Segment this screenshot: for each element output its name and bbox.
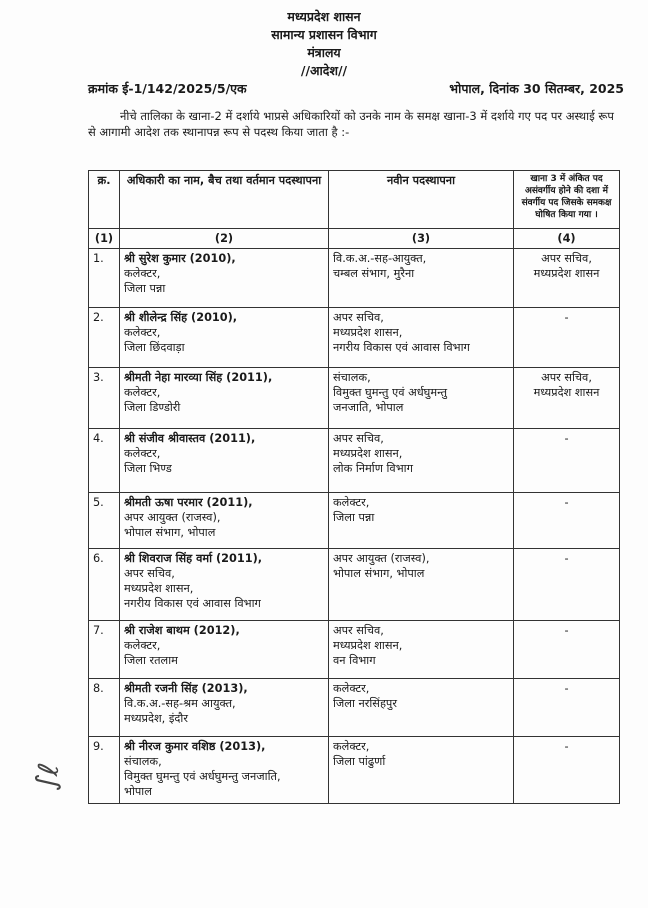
officer-name: श्रीमती ऊषा परमार (2011), [124, 496, 253, 509]
equivalent-post: - [514, 549, 620, 621]
equivalent-post: - [514, 621, 620, 679]
place-date: भोपाल, दिनांक 30 सितम्बर, 2025 [449, 81, 624, 96]
new-posting: अपर सचिव, मध्यप्रदेश शासन, वन विभाग [329, 621, 514, 679]
officer-cell [120, 308, 329, 368]
officer-name: श्रीमती नेहा मारव्या सिंह (2011), [124, 371, 273, 384]
officer-name: श्री नीरज कुमार वशिष्ठ (2013), [124, 740, 266, 753]
officer-cell [120, 549, 329, 621]
new-posting: अपर सचिव, मध्यप्रदेश शासन, नगरीय विकास एवं आवास विभाग [329, 308, 514, 368]
table-row [89, 549, 620, 621]
row-sn: 6. [89, 549, 120, 621]
col-number: (1) [89, 229, 120, 249]
row-sn: 7. [89, 621, 120, 679]
officer-cell [120, 429, 329, 493]
current-posting: वि.क.अ.-सह-श्रम आयुक्त, मध्यप्रदेश, इंदौर [124, 697, 236, 725]
header-order: //आदेश// [300, 63, 348, 78]
current-posting: अपर आयुक्त (राजस्व), भोपाल संभाग, भोपाल [124, 511, 221, 539]
new-posting: अपर आयुक्त (राजस्व), भोपाल संभाग, भोपाल [329, 549, 514, 621]
officer-cell [120, 621, 329, 679]
current-posting: कलेक्टर, जिला डिण्डोरी [124, 386, 181, 414]
header-department: सामान्य प्रशासन विभाग [271, 27, 377, 42]
equivalent-post: अपर सचिव, मध्यप्रदेश शासन [514, 368, 620, 429]
row-sn: 8. [89, 679, 120, 737]
col-number: (2) [120, 229, 329, 249]
current-posting: कलेक्टर, जिला भिण्ड [124, 447, 172, 475]
row-sn: 9. [89, 737, 120, 804]
header-govt: मध्यप्रदेश शासन [287, 9, 361, 24]
equivalent-post: - [514, 737, 620, 804]
equivalent-post: - [514, 493, 620, 549]
intro-paragraph: नीचे तालिका के खाना-2 में दर्शाये भाप्रसे अधिकारियों को उनके नाम के समक्ष खाना-3 में दर्शाये गए पद पर अस्थाई रूप से आगामी आदेश तक स्थानापन्न रूप से पदस्थ किया जाता है :- [88, 109, 614, 139]
col-header-sn: क्र. [89, 171, 120, 229]
table-row [89, 429, 620, 493]
table-row [89, 308, 620, 368]
new-posting: संचालक, विमुक्त घुमन्तु एवं अर्धघुमन्तु जनजाति, भोपाल [329, 368, 514, 429]
col-header-new-posting: नवीन पदस्थापना [329, 171, 514, 229]
header-ministry: मंत्रालय [307, 45, 341, 60]
equivalent-post: अपर सचिव, मध्यप्रदेश शासन [514, 249, 620, 308]
current-posting: कलेक्टर, जिला छिंदवाड़ा [124, 326, 185, 354]
new-posting: कलेक्टर, जिला पांढुर्णा [329, 737, 514, 804]
table-row [89, 737, 620, 804]
officer-cell [120, 368, 329, 429]
officer-cell [120, 249, 329, 308]
equivalent-post: - [514, 679, 620, 737]
row-sn: 4. [89, 429, 120, 493]
officer-name: श्री शीलेन्द्र सिंह (2010), [124, 311, 238, 324]
officer-name: श्री शिवराज सिंह वर्मा (2011), [124, 552, 263, 565]
row-sn: 5. [89, 493, 120, 549]
officer-name: श्री सुरेश कुमार (2010), [124, 252, 236, 265]
posting-table [88, 170, 620, 804]
current-posting: कलेक्टर, जिला रतलाम [124, 639, 178, 667]
new-posting: कलेक्टर, जिला नरसिंहपुर [329, 679, 514, 737]
current-posting: कलेक्टर, जिला पन्ना [124, 267, 166, 295]
equivalent-post: - [514, 429, 620, 493]
current-posting: अपर सचिव, मध्यप्रदेश शासन, नगरीय विकास एवं आवास विभाग [124, 567, 261, 610]
table-row [89, 621, 620, 679]
officer-cell [120, 737, 329, 804]
officer-name: श्रीमती रजनी सिंह (2013), [124, 682, 248, 695]
order-number: क्रमांक ई-1/142/2025/5/एक [88, 81, 247, 96]
col-number: (3) [329, 229, 514, 249]
table-row [89, 249, 620, 308]
table-row [89, 493, 620, 549]
equivalent-post: - [514, 308, 620, 368]
current-posting: संचालक, विमुक्त घुमन्तु एवं अर्धघुमन्तु जनजाति, भोपाल [124, 755, 281, 798]
row-sn: 1. [89, 249, 120, 308]
officer-name: श्री राजेश बाथम (2012), [124, 624, 240, 637]
officer-cell [120, 493, 329, 549]
row-sn: 2. [89, 308, 120, 368]
officer-cell [120, 679, 329, 737]
col-number: (4) [514, 229, 620, 249]
signature: ∫ℓ [28, 760, 66, 793]
new-posting: कलेक्टर, जिला पन्ना [329, 493, 514, 549]
col-header-equivalent: खाना 3 में अंकित पद असंवर्गीय होने की दशा में संवर्गीय पद जिसके समकक्ष घोषित किया गया । [514, 171, 620, 229]
new-posting: वि.क.अ.-सह-आयुक्त, चम्बल संभाग, मुरैना [329, 249, 514, 308]
table-row [89, 368, 620, 429]
col-header-officer: अधिकारी का नाम, बैच तथा वर्तमान पदस्थापना [120, 171, 329, 229]
new-posting: अपर सचिव, मध्यप्रदेश शासन, लोक निर्माण विभाग [329, 429, 514, 493]
row-sn: 3. [89, 368, 120, 429]
officer-name: श्री संजीव श्रीवास्तव (2011), [124, 432, 256, 445]
table-row [89, 679, 620, 737]
